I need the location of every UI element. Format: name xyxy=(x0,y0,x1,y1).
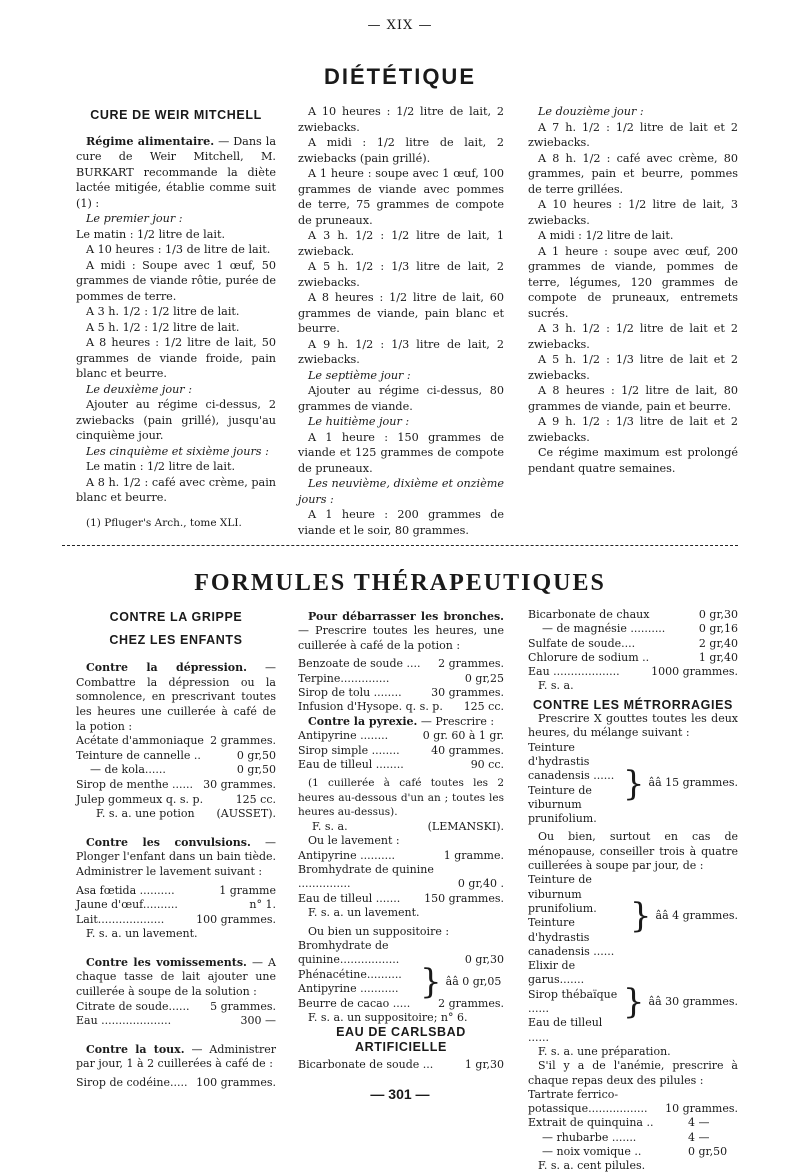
author: (AUSSET). xyxy=(216,807,276,821)
dose: 125 cc. xyxy=(463,700,504,714)
paragraph xyxy=(76,661,276,734)
dose: ââ 15 grammes. xyxy=(648,776,738,790)
dose: 90 cc. xyxy=(470,758,504,772)
dose: 0 gr,25 xyxy=(464,671,504,685)
dietetique-col-3 xyxy=(528,104,738,476)
prescription-row xyxy=(528,637,738,651)
bold-lead: Contre la toux. xyxy=(86,1042,185,1056)
heading-artificielle: ARTIFICIELLE xyxy=(355,1039,447,1054)
paragraph: A midi : 1/2 litre de lait, 2 zwiebacks (pain grillé). xyxy=(298,136,504,165)
ingredient: Sirop simple ........ xyxy=(298,743,400,757)
bold-lead: Contre la dépression. xyxy=(86,661,247,675)
ingredient: Sirop thébaïque ...... xyxy=(528,987,618,1016)
dose: 0 gr,30 xyxy=(698,608,738,621)
ingredient: Teinture de cannelle .. xyxy=(76,748,201,762)
ingredient: Teinture d'hydrastis canadensis ...... xyxy=(528,740,615,783)
heading-grippe: CONTRE LA GRIPPE xyxy=(109,610,243,624)
dose: ââ 4 grammes. xyxy=(655,909,738,923)
ingredient: Extrait de quinquina .. xyxy=(528,1116,654,1130)
dose: 30 grammes. xyxy=(203,777,276,791)
ingredient: Eau ................... xyxy=(528,665,620,679)
dose: 4 — xyxy=(688,1116,710,1130)
section-title-dietetique: DIÉTÉTIQUE xyxy=(323,64,476,89)
ingredient: Eau de tilleul ...... xyxy=(528,1016,603,1044)
day-label: Les cinquième et sixième jours : xyxy=(86,444,269,458)
prescription-row xyxy=(76,793,276,808)
paragraph: A 5 h. 1/2 : 1/3 litre de lait et 2 zwiebacks. xyxy=(528,353,738,382)
ingredient: Tartrate ferrico-potassique................. xyxy=(528,1087,648,1116)
prescription-row xyxy=(528,1145,738,1159)
fsa-line xyxy=(298,820,504,834)
footnote: (1) Pfluger's Arch., tome XLI. xyxy=(86,516,242,529)
prescription-row xyxy=(298,1058,504,1072)
ingredient: Bicarbonate de chaux xyxy=(528,608,650,621)
note: (1 cuillerée à café toutes les 2 heures au-dessous d'un an ; toutes les heures au-dessus). xyxy=(298,777,504,819)
brace-group xyxy=(528,959,738,1045)
paragraph: Ce régime maximum est prolongé pendant quatre semaines. xyxy=(528,446,738,475)
ingredient: — rhubarbe ....... xyxy=(542,1130,637,1144)
dose: 2 grammes. xyxy=(438,996,504,1010)
day-label: Le premier jour : xyxy=(86,212,183,225)
dose: 1 gramme xyxy=(219,883,276,897)
prescription-row xyxy=(76,898,276,913)
paragraph: A 10 heures : 1/3 de litre de lait. xyxy=(86,243,271,256)
ingredient: Teinture de viburnum prunifolium. xyxy=(528,783,597,826)
ingredient: Benzoate de soude .... xyxy=(298,657,421,671)
paragraph: A 10 heures : 1/2 litre de lait, 2 zwiebacks. xyxy=(298,105,504,134)
day-label: Les neuvième, dixième et onzième jours : xyxy=(298,477,504,506)
ingredient: Eau de tilleul ....... xyxy=(298,891,401,905)
paragraph: A 1 heure : 150 grammes de viande et 125 grammes de compote de pruneaux. xyxy=(298,430,504,475)
prescription-row xyxy=(528,665,738,679)
paragraph xyxy=(298,715,504,729)
dose: 150 grammes. xyxy=(424,891,504,905)
text: — Prescrire toutes les heures, une cuillerée à café de la potion : xyxy=(298,624,504,652)
brace: } xyxy=(622,982,645,1023)
prescription-row xyxy=(76,1014,276,1029)
paragraph: S'il y a de l'anémie, prescrire à chaque repas deux des pilules : xyxy=(528,1059,738,1087)
prescription-row xyxy=(528,1131,738,1145)
paragraph: Ajouter au régime ci-dessus, 80 grammes de viande. xyxy=(298,384,504,413)
prescription-row xyxy=(298,672,504,686)
prescription-row xyxy=(76,913,276,928)
dose: 1000 grammes. xyxy=(651,665,738,679)
dose: 0 gr. 60 à 1 gr. xyxy=(422,729,504,743)
brace-group xyxy=(528,741,738,827)
paragraph: A 8 h. 1/2 : café avec crème, pain blanc et beurre. xyxy=(76,475,276,504)
fsa: F. s. a. une potion xyxy=(96,807,195,821)
prescription-row xyxy=(528,608,738,622)
dose: 1 gramme. xyxy=(443,848,504,862)
ingredient: Sulfate de soude.... xyxy=(528,636,636,650)
ingredient: Sirop de codéine..... xyxy=(76,1076,188,1090)
ingredient: Beurre de cacao ..... xyxy=(298,996,411,1010)
dietetique-col-1 xyxy=(76,108,276,531)
fsa-line xyxy=(76,807,276,822)
dose: 5 grammes. xyxy=(210,999,276,1013)
dose: 0 gr,50 xyxy=(688,1144,728,1158)
text: — Plonger l'enfant dans un bain tiède. Administrer le lavement suivant : xyxy=(76,835,277,878)
prescription-row xyxy=(298,686,504,700)
bold-lead: Pour débarrasser les bronches. xyxy=(308,610,504,623)
dose: 100 grammes. xyxy=(196,1076,276,1090)
dose: 0 gr,16 xyxy=(698,622,738,636)
ingredient: Eau .................... xyxy=(76,1014,172,1028)
dose: 300 — xyxy=(240,1014,276,1028)
dose: 0 gr,30 xyxy=(464,953,504,967)
paragraph: Ou bien un suppositoire : xyxy=(308,924,450,938)
ingredient: Jaune d'œuf.......... xyxy=(76,898,178,912)
bold-lead: Contre les vomissements. xyxy=(86,955,247,969)
paragraph: Le matin : 1/2 litre de lait. xyxy=(86,460,235,473)
ingredient: Infusion d'Hysope. q. s. p. xyxy=(298,700,443,714)
paragraph: Ou bien, surtout en cas de ménopause, conseiller trois à quatre cuillerées à soupe par jour, de : xyxy=(528,830,738,873)
ingredient: Antipyrine .......... xyxy=(298,848,396,862)
paragraph: A 3 h. 1/2 : 1/2 litre de lait. xyxy=(86,305,240,318)
ingredient: Bromhydrate de quinine................. xyxy=(298,938,400,967)
ingredient: Lait................... xyxy=(76,912,165,926)
fsa: F. s. a. un lavement. xyxy=(86,927,198,941)
heading-carlsbad: EAU DE CARLSBAD xyxy=(336,1025,466,1040)
prescription-row xyxy=(298,849,504,863)
paragraph: A 5 h. 1/2 : 1/3 litre de lait, 2 zwiebacks. xyxy=(298,260,504,289)
bold-lead: Régime alimentaire. xyxy=(86,133,215,148)
ingredient: Teinture d'hydrastis canadensis ...... xyxy=(528,916,615,958)
paragraph: A 10 heures : 1/2 litre de lait, 3 zwiebacks. xyxy=(528,198,738,227)
dose: 100 grammes. xyxy=(196,912,276,926)
dose: ââ 30 grammes. xyxy=(648,994,738,1008)
fsa: F. s. a. cent pilules. xyxy=(538,1159,646,1173)
brace: } xyxy=(622,763,645,804)
paragraph xyxy=(76,836,276,880)
paragraph xyxy=(76,134,276,212)
ingredient: Bicarbonate de soude ... xyxy=(298,1058,434,1072)
ingredient: Eau de tilleul ........ xyxy=(298,758,404,772)
prescription-row xyxy=(298,744,504,758)
fsa: F. s. a. xyxy=(538,679,574,693)
paragraph xyxy=(298,610,504,653)
ingredient: Terpine.............. xyxy=(298,671,390,685)
dose: 2 gr,40 xyxy=(698,636,738,650)
prescription-row xyxy=(76,749,276,764)
fsa: F. s. a. xyxy=(312,819,348,833)
prescription-row xyxy=(298,939,504,968)
dose: 1 gr,30 xyxy=(464,1058,504,1072)
paragraph: A 7 h. 1/2 : 1/2 litre de lait et 2 zwiebacks. xyxy=(528,120,738,149)
dose: 125 cc. xyxy=(235,792,276,806)
formules-col-2 xyxy=(298,610,504,1073)
paragraph: A 1 heure : 200 grammes de viande et le soir, 80 grammes. xyxy=(298,508,504,537)
heading-enfants: CHEZ LES ENFANTS xyxy=(109,632,243,647)
ingredient: Phénacétine.......... xyxy=(298,967,402,981)
fsa: F. s. a. une préparation. xyxy=(538,1044,671,1058)
ingredient: Sirop de tolu ........ xyxy=(298,686,402,700)
running-head: — XIX — xyxy=(367,18,433,33)
paragraph: A 3 h. 1/2 : 1/2 litre de lait et 2 zwiebacks. xyxy=(528,322,738,351)
ingredient: Antipyrine ........... xyxy=(298,982,399,996)
dose: 0 gr,40 . xyxy=(457,877,504,891)
ingredient: Asa fœtida .......... xyxy=(76,883,175,897)
prescription-row xyxy=(76,1000,276,1015)
text: — Combattre la dépression ou la somnolence, en prescrivant toutes les heures une cuillerée à café de la potion : xyxy=(76,661,277,733)
paragraph: A 1 heure : soupe avec œuf, 200 grammes de viande, pommes de terre, légumes, 120 grammes de compote de pruneaux, entremets sucrés. xyxy=(528,244,738,320)
dose: 2 grammes. xyxy=(210,734,276,748)
dose: 40 grammes. xyxy=(431,743,504,757)
page-number: — 301 — xyxy=(370,1086,430,1102)
text: — Dans la cure de Weir Mitchell, M. BURKART recommande la diète lactée mitigée, établie comme suit (1) : xyxy=(76,134,276,210)
dose: 4 — xyxy=(688,1130,710,1144)
day-label: Le septième jour : xyxy=(308,368,411,382)
day-label: Le huitième jour : xyxy=(308,415,410,428)
ingredient: Chlorure de sodium .. xyxy=(528,650,650,664)
text: — A chaque tasse de lait ajouter une cuillerée à soupe de la solution : xyxy=(76,955,276,999)
prescription-row xyxy=(298,657,504,671)
fsa: F. s. a. un lavement. xyxy=(308,906,420,920)
ingredient: — de magnésie .......... xyxy=(542,622,666,636)
dietetique-col-2 xyxy=(298,104,504,538)
prescription-row xyxy=(76,778,276,793)
prescription-row xyxy=(76,884,276,899)
paragraph: A 8 heures : 1/2 litre de lait, 80 grammes de viande, pain et beurre. xyxy=(528,384,738,413)
brace-group xyxy=(528,873,738,959)
dose: 0 gr,50 xyxy=(236,763,276,777)
prescription-row xyxy=(528,622,738,636)
section-title-formules: FORMULES THÉRAPEUTIQUES xyxy=(194,570,606,596)
heading-weir-mitchell: CURE DE WEIR MITCHELL xyxy=(90,108,262,122)
ingredient: Bromhydrate de quinine ............... xyxy=(298,862,434,891)
paragraph: A 1 heure : soupe avec 1 œuf, 100 grammes de viande avec pommes de terre, 75 grammes de compote de pruneaux. xyxy=(298,167,504,227)
prescription-row xyxy=(298,758,504,772)
bold-lead: Contre la pyrexie. xyxy=(308,714,418,728)
paragraph: Ou le lavement : xyxy=(308,834,400,848)
paragraph: A 9 h. 1/2 : 1/3 litre de lait et 2 zwiebacks. xyxy=(528,415,738,444)
prescription-row xyxy=(528,651,738,665)
ingredient: — de kola...... xyxy=(90,763,166,777)
paragraph: Prescrire X gouttes toutes les deux heures, du mélange suivant : xyxy=(528,712,738,740)
paragraph: A 9 h. 1/2 : 1/3 litre de lait, 2 zwiebacks. xyxy=(298,337,504,366)
ingredient: Elixir de garus....... xyxy=(528,959,585,987)
text: — Prescrire : xyxy=(417,714,495,728)
ingredient: Teinture de viburnum prunifolium. xyxy=(528,873,597,915)
section-divider xyxy=(62,545,738,546)
text: — Administrer par jour, 1 à 2 cuillerées à café de : xyxy=(76,1042,277,1071)
paragraph: A 3 h. 1/2 : 1/2 litre de lait, 1 zwieback. xyxy=(298,229,504,258)
ingredient: Julep gommeux q. s. p. xyxy=(76,792,204,806)
ingredient: Antipyrine ........ xyxy=(298,729,389,743)
brace: } xyxy=(420,962,442,1003)
dose: n° 1. xyxy=(249,898,276,912)
brace: } xyxy=(629,896,652,937)
dose: 1 gr,40 xyxy=(698,650,738,664)
prescription-row xyxy=(76,734,276,749)
dose: 30 grammes. xyxy=(431,686,504,700)
heading-metrorragies: CONTRE LES MÉTRORRAGIES xyxy=(533,697,733,712)
paragraph: Le matin : 1/2 litre de lait. xyxy=(76,227,225,241)
fsa: F. s. a. un suppositoire; n° 6. xyxy=(308,1010,468,1024)
author: (LEMANSKI). xyxy=(427,819,504,833)
prescription-row xyxy=(298,700,504,714)
paragraph: A midi : 1/2 litre de lait. xyxy=(538,229,674,242)
prescription-table xyxy=(76,734,276,807)
paragraph xyxy=(76,1043,276,1072)
day-label: Le deuxième jour : xyxy=(86,382,192,396)
dose: ââ 0 gr,05 xyxy=(445,974,502,988)
prescription-row xyxy=(76,763,276,778)
paragraph: A 8 heures : 1/2 litre de lait, 50 grammes de viande froide, pain blanc et beurre. xyxy=(76,336,276,380)
dose: 10 grammes. xyxy=(665,1102,738,1116)
ingredient: Acétate d'ammoniaque xyxy=(76,734,204,748)
bold-lead: Contre les convulsions. xyxy=(86,835,251,849)
prescription-row xyxy=(528,1116,738,1130)
prescription-row xyxy=(298,892,504,906)
ingredient: Citrate de soude...... xyxy=(76,999,190,1013)
ingredient: — noix vomique .. xyxy=(542,1144,642,1158)
paragraph: Ajouter au régime ci-dessus, 2 zwiebacks (pain grillé), jusqu'au cinquième jour. xyxy=(76,398,276,442)
prescription-row xyxy=(298,997,504,1011)
ingredient: Sirop de menthe ...... xyxy=(76,777,194,791)
day-label: Le douzième jour : xyxy=(538,105,644,118)
dose: 2 grammes. xyxy=(438,657,504,671)
paragraph xyxy=(76,956,276,1000)
formules-col-1 xyxy=(76,610,276,1091)
dose: 0 gr,50 xyxy=(236,748,276,762)
paragraph: A 8 h. 1/2 : café avec crème, 80 grammes, pain et beurre, pommes de terre grillées. xyxy=(528,151,738,196)
prescription-row xyxy=(298,863,504,892)
prescription-row xyxy=(298,729,504,743)
paragraph: A 8 heures : 1/2 litre de lait, 60 grammes de viande, pain blanc et beurre. xyxy=(298,291,504,335)
paragraph: A 5 h. 1/2 : 1/2 litre de lait. xyxy=(86,320,240,334)
paragraph: A midi : Soupe avec 1 œuf, 50 grammes de viande rôtie, purée de pommes de terre. xyxy=(76,258,276,303)
